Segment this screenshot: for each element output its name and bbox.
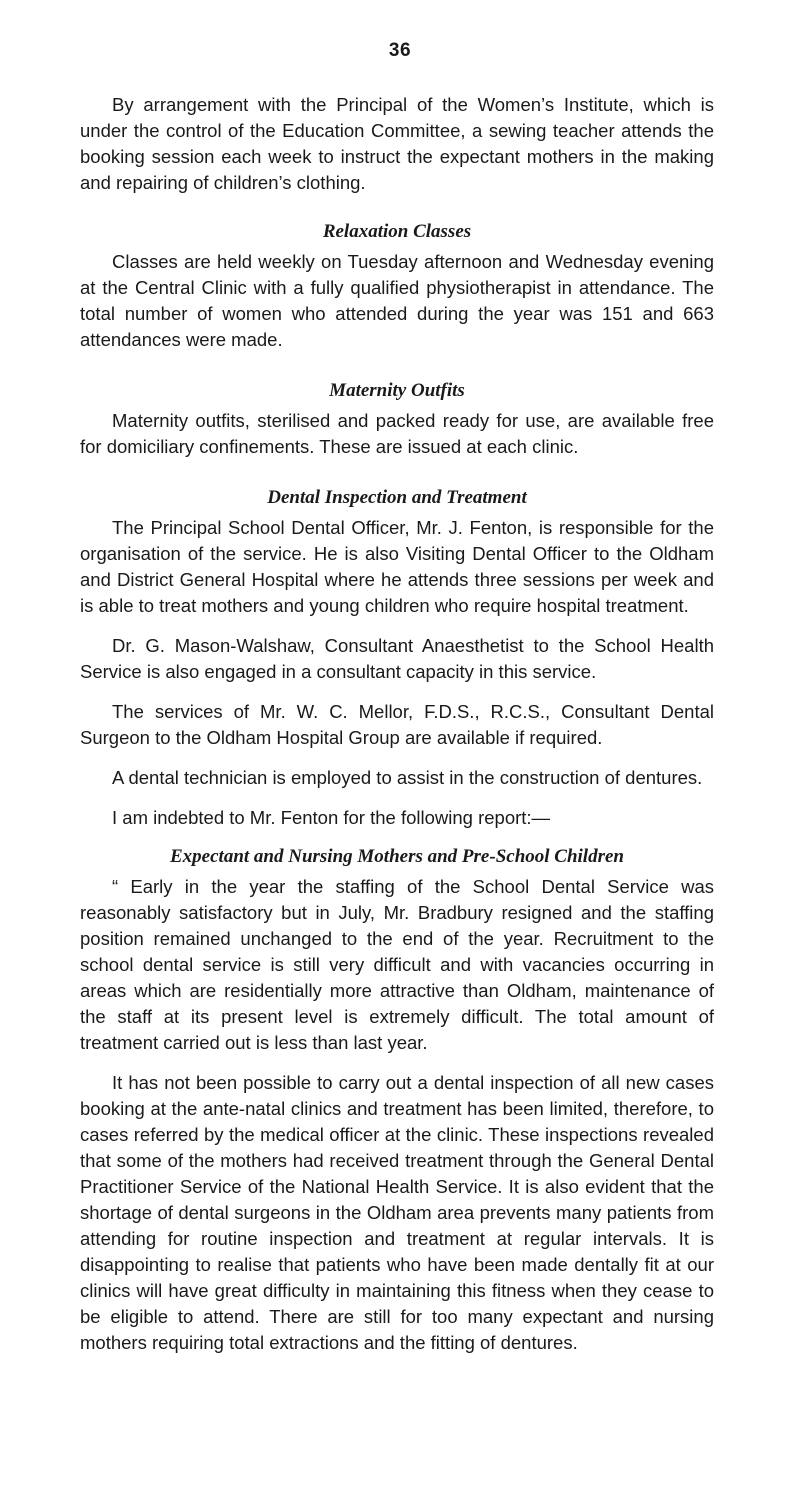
dental-paragraph: I am indebted to Mr. Fenton for the following report:—: [112, 807, 551, 828]
heading-maternity-outfits: Maternity Outfits: [329, 380, 465, 401]
relaxation-paragraph: Classes are held weekly on Tuesday afternoon and Wednesday evening at the Central Clinic with a fully qualified physiotherapist in attendance. The total number of women who attended during the year was 151 and 663 attendances were made.: [80, 251, 714, 350]
heading-expectant-mothers: Expectant and Nursing Mothers and Pre-School Children: [170, 846, 624, 867]
heading-relaxation-classes: Relaxation Classes: [322, 221, 472, 242]
dental-paragraph: The services of Mr. W. C. Mellor, F.D.S., R.C.S., Consultant Dental Surgeon to the Oldham Hospital Group are available if required.: [80, 701, 714, 748]
page-content: [80, 92, 714, 1370]
report-paragraph: It has not been possible to carry out a dental inspection of all new cases booking at the ante-natal clinics and treatment has been limited, therefore, to cases referred by the medical officer at the clinic. These inspections revealed that some of the mothers had received treatment through the General Dental Practitioner Service of the National Health Service. It is also evident that the shortage of dental surgeons in the Oldham area prevents many patients from attending for routine inspection and treatment at regular intervals. It is disappointing to realise that patients who have been made dentally fit at our clinics will have great difficulty in maintaining this fitness when they cease to be eligible to attend. There are still for too many expectant and nursing mothers requiring total extractions and the fitting of dentures.: [80, 1072, 714, 1353]
heading-dental-inspection: Dental Inspection and Treatment: [267, 487, 527, 508]
dental-paragraph: The Principal School Dental Officer, Mr. J. Fenton, is responsible for the organisation of the service. He is also Visiting Dental Officer to the Oldham and District General Hospital where he attends three sessions per week and is able to treat mothers and young children who require hospital treatment.: [80, 517, 714, 616]
dental-paragraph: A dental technician is employed to assist in the construction of dentures.: [112, 767, 703, 788]
dental-paragraph: Dr. G. Mason-Walshaw, Consultant Anaesthetist to the School Health Service is also engaged in a consultant capacity in this service.: [80, 635, 714, 682]
intro-paragraph: By arrangement with the Principal of the Women’s Institute, which is under the control of the Education Committee, a sewing teacher attends the booking session each week to instruct the expectant mothers in the making and repairing of children’s clothing.: [80, 94, 714, 193]
maternity-paragraph: Maternity outfits, sterilised and packed ready for use, are available free for domiciliary confinements. These are issued at each clinic.: [80, 410, 714, 457]
report-paragraph: “ Early in the year the staffing of the School Dental Service was reasonably satisfactory but in July, Mr. Bradbury resigned and the staffing position remained unchanged to the end of the year. Recruitment to the school dental service is still very difficult and with vacancies occurring in areas which are residentially more attractive than Oldham, maintenance of the staff at its present level is extremely difficult. The total amount of treatment carried out is less than last year.: [80, 876, 714, 1053]
page-number: 36: [388, 40, 412, 61]
